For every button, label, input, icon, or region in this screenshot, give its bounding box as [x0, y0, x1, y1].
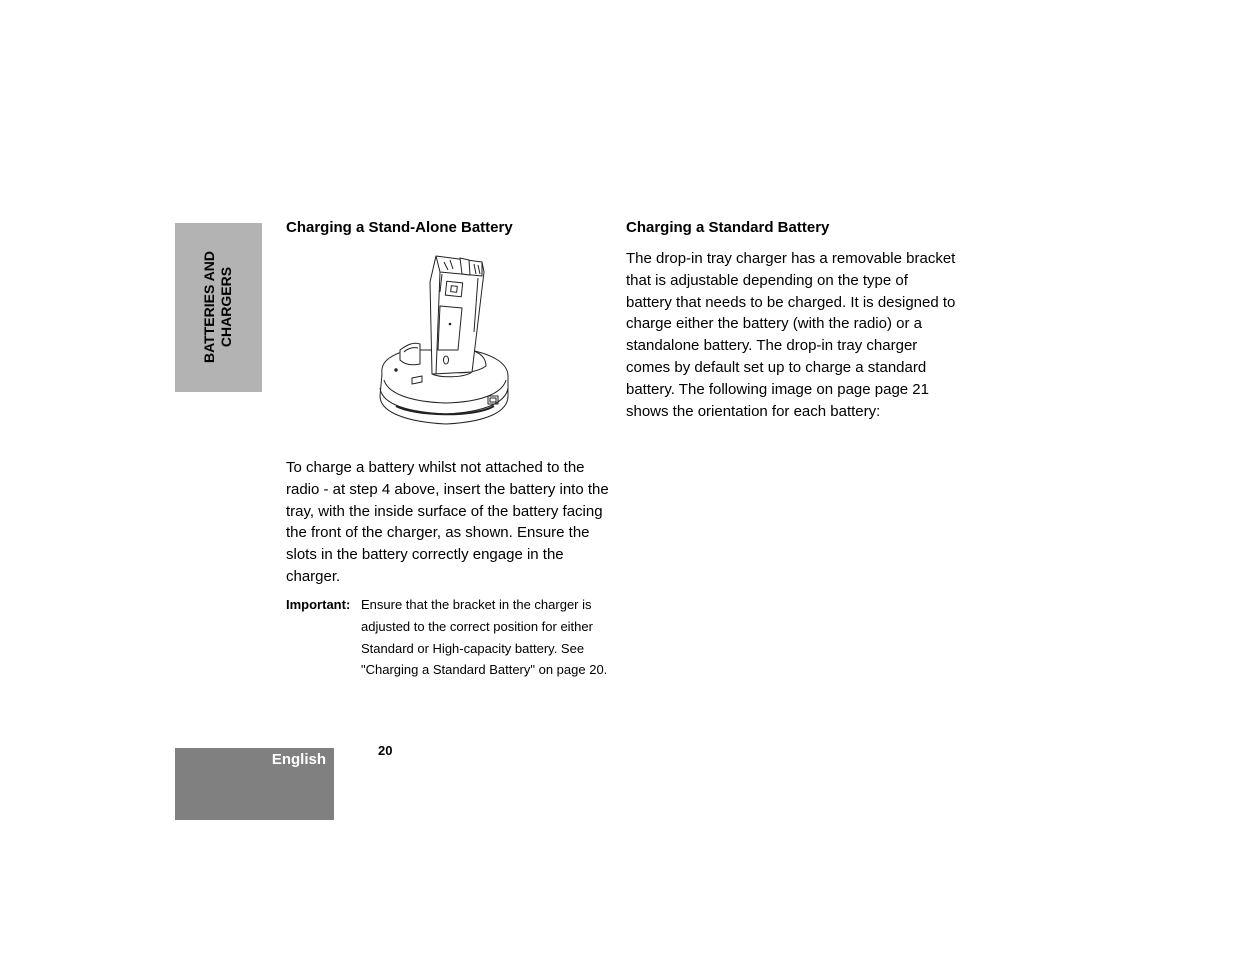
battery-in-charger-illustration	[374, 252, 514, 428]
left-paragraph: To charge a battery whilst not attached to the radio - at step 4 above, insert the battery into the tray, with the inside surface of the battery facing the front of the charger, as shown. Ensure the slots in the battery correctly engage in the charger.	[286, 459, 609, 585]
left-heading: Charging a Stand-Alone Battery	[286, 219, 513, 236]
right-paragraph: The drop-in tray charger has a removable bracket that is adjustable depending on the type of battery that needs to be charged. It is designed to charge either the battery (with the radio) or a standalone battery. The drop-in tray charger comes by default set up to charge a standard battery. The following image on page page 21 shows the orientation for each battery:	[626, 250, 956, 420]
charger-illustration-icon	[374, 252, 514, 428]
language-tab	[175, 748, 334, 820]
page-number: 20	[378, 743, 393, 758]
important-note: Ensure that the bracket in the charger is adjusted to the correct position for either Standard or High-capacity battery. See "Charging a Standard Battery" on page 20.	[361, 597, 608, 678]
important-label: Important:	[286, 597, 351, 612]
section-tab	[175, 223, 262, 392]
section-tab-label: BATTERIES AND CHARGERS	[201, 251, 234, 363]
language-label: English	[271, 751, 326, 768]
right-heading: Charging a Standard Battery	[626, 219, 830, 236]
